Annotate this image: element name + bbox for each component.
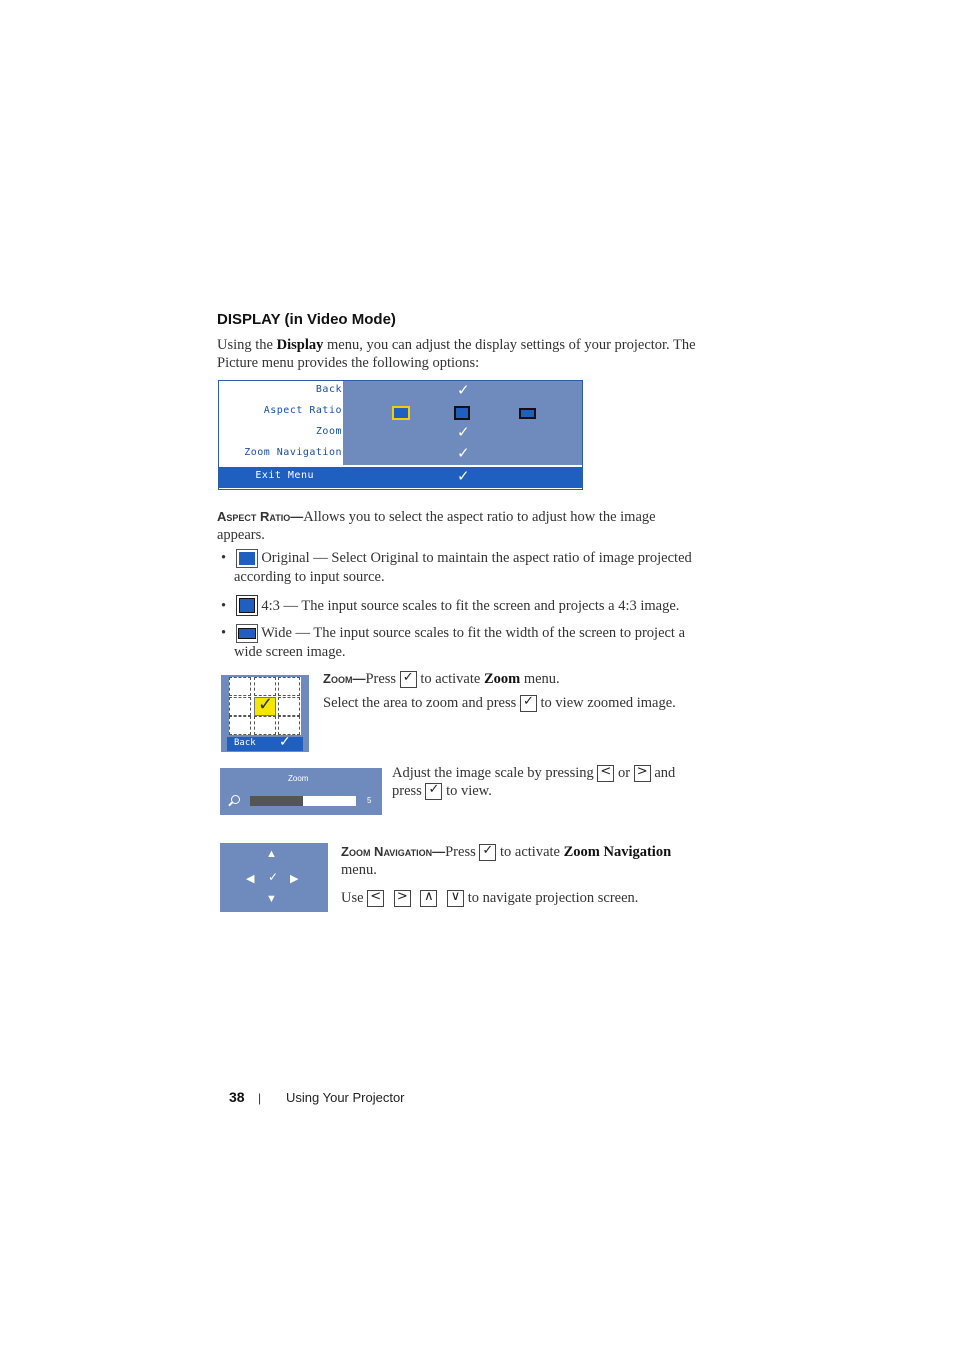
zoom-paragraph-2 — [323, 694, 723, 712]
aspect-4-3-icon — [236, 597, 258, 616]
bullet-4-3: • 4:3 — The input source scales to fit the screen and projects a 4:3 image. — [221, 597, 721, 616]
footer-separator: | — [258, 1091, 262, 1105]
zoom-nav-bold: Zoom Navigation — [563, 844, 672, 860]
osd-row-exit-menu[interactable] — [219, 467, 582, 488]
check-icon: ✓ — [279, 735, 291, 750]
check-icon: ✓ — [457, 383, 470, 399]
aspect-ratio-desc: Allows you to select the aspect ratio to adjust how the image — [303, 509, 656, 525]
zoom-navigation-paragraph — [341, 843, 721, 879]
zoom-select-text: Select the area to zoom and press — [323, 695, 520, 711]
zoom-back-label: Back — [234, 738, 256, 748]
zoom-paragraph — [323, 670, 723, 688]
bullet-original-text: Original — Select Original to maintain the aspect ratio of image projected — [261, 550, 692, 566]
osd-row-aspect-ratio[interactable] — [219, 402, 582, 423]
zoom-nav-navigate-text: to navigate projection screen. — [464, 890, 639, 906]
check-icon: ✓ — [268, 870, 279, 884]
section-heading: DISPLAY (in Video Mode) — [217, 311, 396, 328]
check-icon: ✓ — [457, 425, 470, 441]
zoom-back-button[interactable] — [227, 737, 303, 751]
osd-label-aspect-ratio: Aspect Ratio — [263, 405, 342, 416]
left-key-icon: < — [597, 765, 614, 782]
arrow-right-icon: ▶ — [290, 873, 299, 885]
arrow-up-icon: ▲ — [266, 848, 277, 860]
zoom-bar-value: 5 — [367, 796, 372, 805]
bullet-4-3-text: 4:3 — The input source scales to fit the screen and projects a 4:3 image. — [261, 598, 680, 614]
page-number: 38 — [229, 1089, 245, 1105]
zoom-nav-menu-text: menu. — [341, 862, 377, 879]
footer-section-title: Using Your Projector — [286, 1090, 405, 1105]
osd-label-back: Back — [315, 384, 342, 395]
check-icon: ✓ — [457, 446, 470, 462]
right-key-icon: > — [394, 890, 411, 907]
up-key-icon: ∧ — [420, 890, 437, 907]
zoom-menu-text: menu. — [520, 671, 560, 687]
aspect-wide-icon — [236, 624, 258, 643]
enter-key-icon: ✓ — [425, 783, 442, 800]
aspect-4-3-icon[interactable] — [454, 406, 470, 420]
zoom-adjust-text: Adjust the image scale by pressing — [392, 765, 598, 781]
zoom-slider[interactable] — [250, 796, 356, 806]
zoom-navigation-use — [341, 889, 721, 907]
check-icon: ✓ — [258, 694, 274, 714]
aspect-original-icon[interactable] — [392, 406, 410, 420]
bullet-wide-text-2: wide screen image. — [234, 644, 346, 661]
zoom-press-text-2: press — [392, 783, 426, 800]
zoom-activate-text: to activate — [416, 671, 484, 687]
osd-row-zoom-navigation[interactable] — [219, 444, 582, 465]
check-icon: ✓ — [457, 469, 470, 485]
bullet-wide-text: Wide — The input source scales to fit the width of the screen to project a — [261, 625, 686, 641]
intro-text-3: Picture menu provides the following options: — [217, 355, 480, 371]
zoom-bold: Zoom — [483, 671, 521, 687]
intro-text-2: menu, you can adjust the display settings of your projector. The — [323, 337, 696, 353]
zoom-to-view-text: to view. — [442, 783, 492, 800]
osd-row-back[interactable] — [219, 381, 582, 402]
bullet-wide: • Wide — The input source scales to fit the width of the screen to project a wide screen image. — [221, 625, 686, 661]
osd-row-zoom[interactable] — [219, 423, 582, 444]
zoom-scale-screen — [220, 768, 382, 815]
enter-key-icon: ✓ — [520, 695, 537, 712]
zoom-grid-screen — [221, 675, 309, 752]
zoom-view-text: to view zoomed image. — [536, 695, 676, 711]
zoom-term: Zoom— — [323, 671, 366, 686]
aspect-original-icon — [236, 549, 258, 568]
arrow-left-icon: ◀ — [246, 873, 255, 885]
zoom-nav-activate-text: to activate — [496, 844, 564, 860]
zoom-or-text: or — [614, 765, 634, 781]
osd-label-zoom-navigation: Zoom Navigation — [244, 447, 342, 458]
arrow-down-icon: ▼ — [266, 893, 277, 905]
right-key-icon: > — [634, 765, 651, 782]
zoom-nav-use-text: Use — [341, 890, 368, 906]
osd-label-zoom: Zoom — [315, 426, 342, 437]
display-osd-menu — [218, 380, 583, 490]
zoom-navigation-screen — [220, 843, 328, 912]
zoom-press-text: Press — [365, 671, 400, 687]
enter-key-icon: ✓ — [479, 844, 496, 861]
intro-bold-display: Display — [276, 337, 324, 353]
zoom-bar-title: Zoom — [288, 774, 309, 783]
aspect-ratio-paragraph — [217, 508, 717, 544]
bullet-original-text-2: according to input source. — [234, 569, 385, 586]
intro-text-1: Using the — [217, 337, 277, 353]
zoom-nav-press-text: Press — [445, 844, 480, 860]
zoom-and-text: and — [650, 765, 676, 781]
intro-paragraph — [217, 336, 717, 372]
enter-key-icon: ✓ — [400, 671, 417, 688]
aspect-wide-icon[interactable] — [519, 408, 536, 419]
bullet-original: • Original — Select Original to maintain the aspect ratio of image projected according to input source. — [221, 550, 692, 586]
zoom-navigation-term: Zoom Navigation— — [341, 844, 446, 859]
aspect-ratio-desc-2: appears. — [217, 527, 265, 543]
osd-label-exit-menu: Exit Menu — [255, 470, 314, 481]
left-key-icon: < — [367, 890, 384, 907]
aspect-ratio-term: Aspect Ratio— — [217, 509, 304, 524]
zoom-slider-fill — [250, 796, 303, 806]
down-key-icon: ∨ — [447, 890, 464, 907]
zoom-adjust-paragraph — [392, 764, 722, 800]
magnifier-icon — [228, 795, 240, 807]
